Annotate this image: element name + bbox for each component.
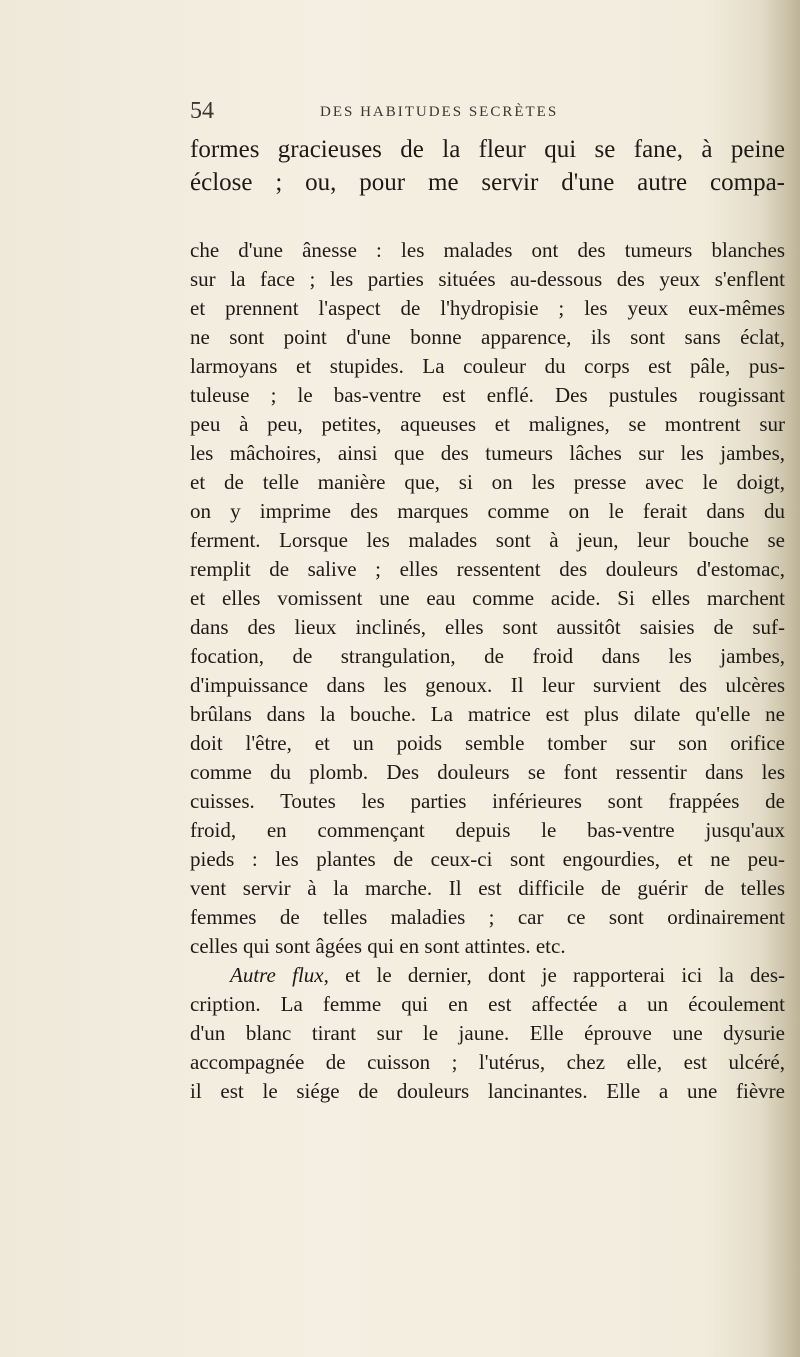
running-title: DES HABITUDES SECRÈTES — [320, 104, 559, 120]
text-line: remplit de salive ; elles ressentent des douleurs d'estomac, — [190, 557, 785, 581]
text-line: femmes de telles maladies ; car ce sont ordinairement — [190, 905, 785, 929]
running-header — [190, 98, 785, 126]
text-line: pieds : les plantes de ceux-ci sont engourdies, et ne peu- — [190, 847, 785, 871]
text-line: che d'une ânesse : les malades ont des tumeurs blanches — [190, 238, 785, 262]
text-line: cuisses. Toutes les parties inférieures sont frappées de — [190, 789, 785, 813]
text-line: comme du plomb. Des douleurs se font ressentir dans les — [190, 760, 785, 784]
text-line: celles qui sont âgées qui en sont attintes. etc. — [190, 934, 566, 958]
text-line: dans des lieux inclinés, elles sont aussitôt saisies de suf- — [190, 615, 785, 639]
text-line: on y imprime des marques comme on le ferait dans du — [190, 499, 785, 523]
text-line: éclose ; ou, pour me servir d'une autre compa- — [190, 169, 785, 196]
text-line: formes gracieuses de la fleur qui se fane, à peine — [190, 136, 785, 163]
text-line: froid, en commençant depuis le bas-ventre jusqu'aux — [190, 818, 785, 842]
text-line: peu à peu, petites, aqueuses et malignes, se montrent sur — [190, 412, 785, 436]
text-line: les mâchoires, ainsi que des tumeurs lâches sur les jambes, — [190, 441, 785, 465]
text-line: d'impuissance dans les genoux. Il leur survient des ulcères — [190, 673, 785, 697]
text-line: brûlans dans la bouche. La matrice est plus dilate qu'elle ne — [190, 702, 785, 726]
text-line: et prennent l'aspect de l'hydropisie ; les yeux eux-mêmes — [190, 296, 785, 320]
text-line: sur la face ; les parties situées au-dessous des yeux s'enflent — [190, 267, 785, 291]
text-line: doit l'être, et un poids semble tomber sur son orifice — [190, 731, 785, 755]
text-line: et elles vomissent une eau comme acide. Si elles marchent — [190, 586, 785, 610]
text-line: vent servir à la marche. Il est difficile de guérir de telles — [190, 876, 785, 900]
text-span: , et le dernier, dont je rapporterai ici la des- — [323, 963, 785, 987]
text-line: accompagnée de cuisson ; l'utérus, chez elle, est ulcéré, — [190, 1050, 785, 1074]
italic-lead: Autre flux — [230, 963, 324, 987]
text-line: ferment. Lorsque les malades sont à jeun, leur bouche se — [190, 528, 785, 552]
paragraph-first-line — [190, 963, 785, 992]
text-line: focation, de strangulation, de froid dans les jambes, — [190, 644, 785, 668]
text-line: larmoyans et stupides. La couleur du corps est pâle, pus- — [190, 354, 785, 378]
text-line: tuleuse ; le bas-ventre est enflé. Des pustules rougissant — [190, 383, 785, 407]
text-line: d'un blanc tirant sur le jaune. Elle éprouve une dysurie — [190, 1021, 785, 1045]
text-line: il est le siége de douleurs lancinantes. Elle a une fièvre — [190, 1079, 785, 1103]
text-line: ne sont point d'une bonne apparence, ils sont sans éclat, — [190, 325, 785, 349]
text-line: cription. La femme qui en est affectée a un écoulement — [190, 992, 785, 1016]
text-line: et de telle manière que, si on les presse avec le doigt, — [190, 470, 785, 494]
page-number: 54 — [190, 98, 214, 124]
